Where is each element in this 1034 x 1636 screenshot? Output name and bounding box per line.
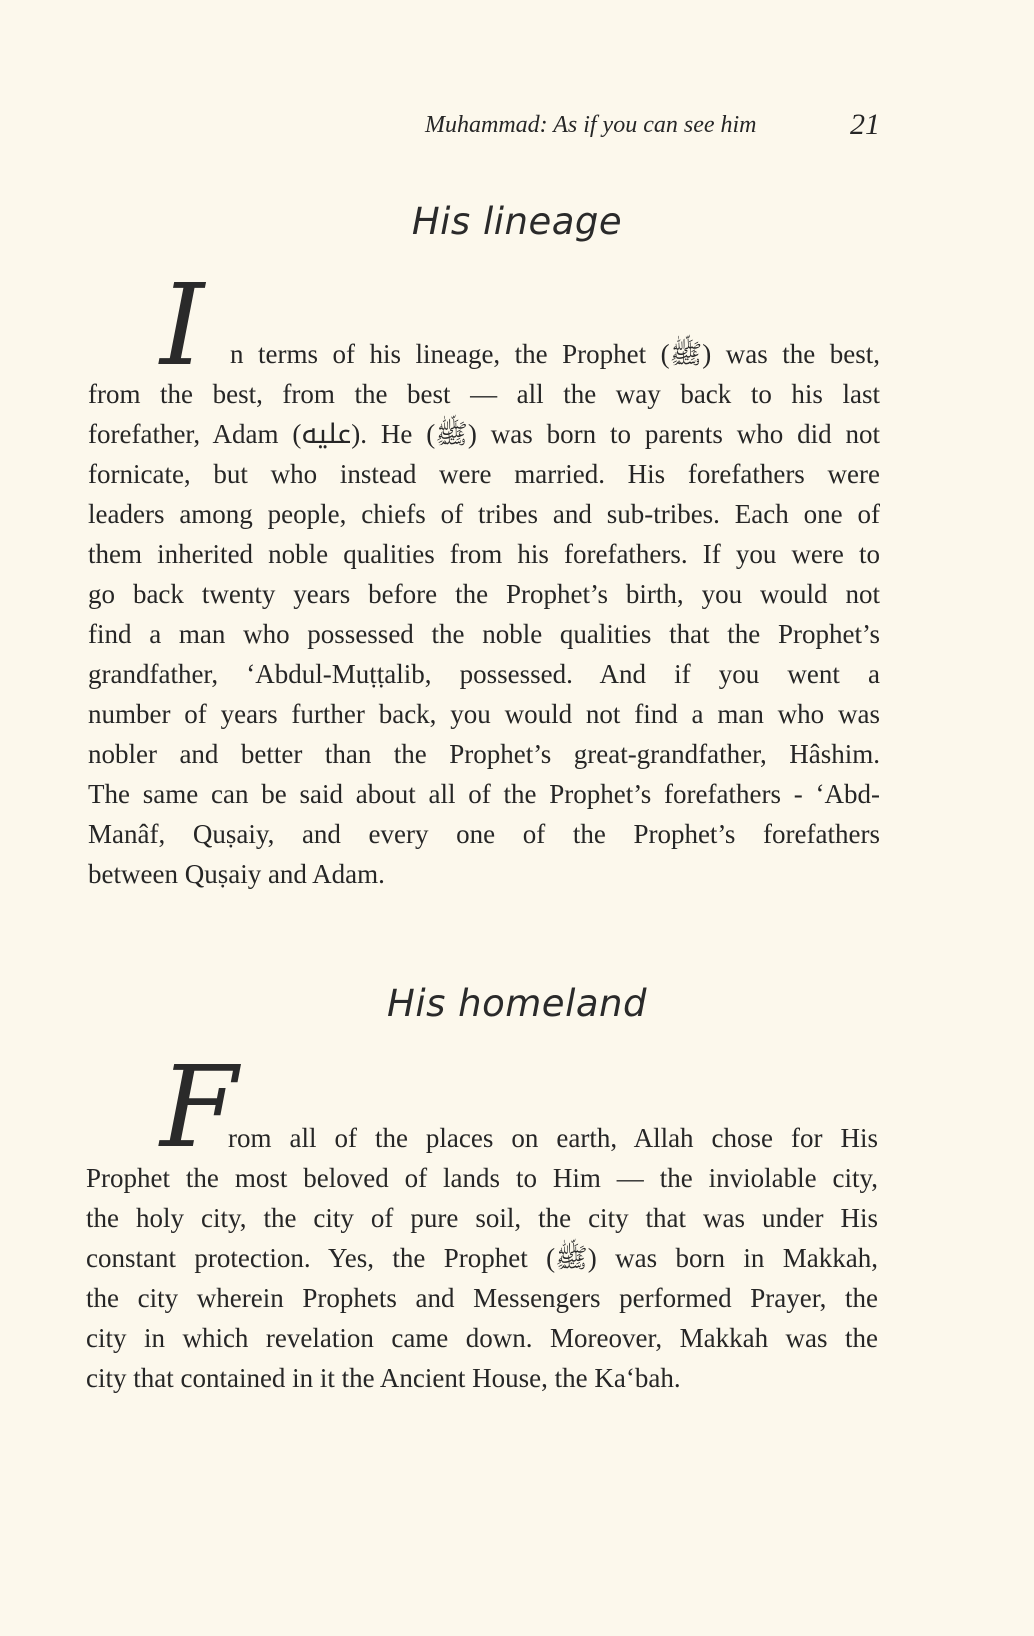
paragraph-lineage [88,334,880,894]
text-line: go back twenty years before the Prophet’s birth, you would not [88,579,880,609]
text-line: find a man who possessed the noble qualities that the Prophet’s [88,619,880,649]
text-line: forefather, Adam (ﷷ). He (ﷺ) was born to parents who did not [88,419,880,449]
drop-cap-lineage: I [160,261,205,391]
text-line: city in which revelation came down. Moreover, Makkah was the [86,1323,878,1353]
paragraph-homeland [86,1118,878,1398]
text-line: constant protection. Yes, the Prophet (ﷺ) was born in Makkah, [86,1243,878,1273]
text-line: rom all of the places on earth, Allah chose for His [228,1123,878,1153]
running-head-title: Muhammad: As if you can see him [425,112,757,138]
section-title-lineage: His lineage [411,200,623,243]
text-line: city that contained in it the Ancient House, the Ka‘bah. [86,1363,681,1393]
drop-cap-homeland: F [160,1043,238,1173]
section-title-homeland: His homeland [387,982,647,1025]
text-line: The same can be said about all of the Prophet’s forefathers - ‘Abd- [88,779,880,809]
text-line: the city wherein Prophets and Messengers performed Prayer, the [86,1283,878,1313]
text-line: fornicate, but who instead were married. His forefathers were [88,459,880,489]
text-line: number of years further back, you would not find a man who was [88,699,880,729]
text-line: between Quṣaiy and Adam. [88,859,385,889]
text-line: n terms of his lineage, the Prophet (ﷺ) was the best, [230,339,880,369]
text-line: them inherited noble qualities from his forefathers. If you were to [88,539,880,569]
text-line: nobler and better than the Prophet’s great-grandfather, Hâshim. [88,739,880,769]
text-line: leaders among people, chiefs of tribes and sub-tribes. Each one of [88,499,880,529]
text-line: the holy city, the city of pure soil, the city that was under His [86,1203,878,1233]
running-head [420,108,880,148]
text-line: from the best, from the best — all the way back to his last [88,379,880,409]
text-line: Prophet the most beloved of lands to Him — the inviolable city, [86,1163,878,1193]
text-line: Manâf, Quṣaiy, and every one of the Prophet’s forefathers [88,819,880,849]
page-number: 21 [850,108,880,141]
text-line: grandfather, ‘Abdul-Muṭṭalib, possessed. And if you went a [88,659,880,689]
